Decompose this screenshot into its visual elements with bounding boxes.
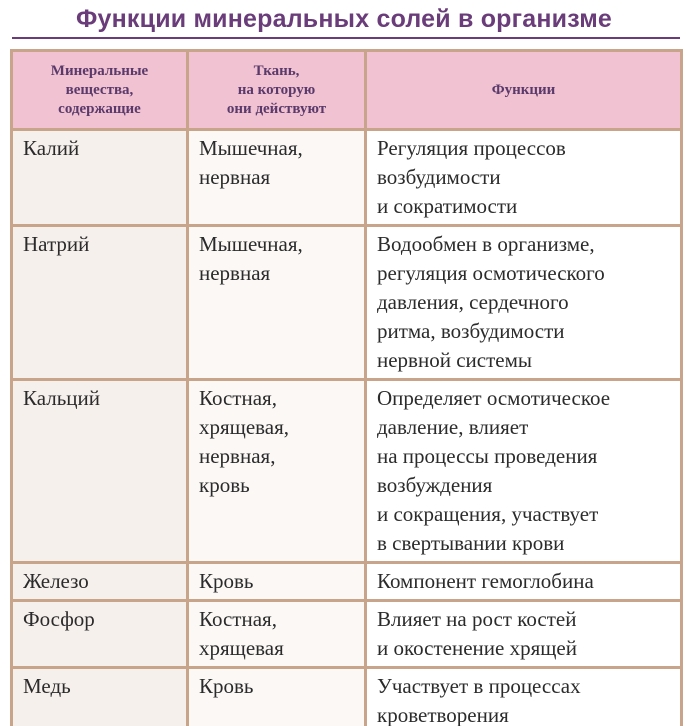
cell-mineral: Кальций xyxy=(12,380,188,563)
cell-tissue: Костная, хрящевая xyxy=(188,601,366,668)
mineral-salts-table xyxy=(10,49,683,726)
cell-mineral: Медь xyxy=(12,668,188,726)
table-row xyxy=(12,226,682,380)
cell-mineral: Калий xyxy=(12,130,188,226)
table-row xyxy=(12,130,682,226)
cell-functions: Влияет на рост костей и окостенение хрящей xyxy=(366,601,682,668)
header-row xyxy=(12,51,682,130)
cell-mineral: Железо xyxy=(12,563,188,601)
cell-functions: Компонент гемоглобина xyxy=(366,563,682,601)
header-tissue: Ткань, на которую они действуют xyxy=(188,51,366,130)
table-row xyxy=(12,563,682,601)
table-row xyxy=(12,668,682,726)
cell-tissue: Кровь xyxy=(188,563,366,601)
cell-functions: Определяет осмотическое давление, влияет на процессы проведения возбуждения и сокращения, участвует в свертывании крови xyxy=(366,380,682,563)
cell-functions: Участвует в процессах кроветворения xyxy=(366,668,682,726)
cell-mineral: Фосфор xyxy=(12,601,188,668)
table-row xyxy=(12,380,682,563)
header-minerals: Минеральные вещества, содержащие xyxy=(12,51,188,130)
page-title: Функции минеральных солей в организме xyxy=(75,5,613,33)
cell-mineral: Натрий xyxy=(12,226,188,380)
cell-tissue: Мышечная, нервная xyxy=(188,226,366,380)
header-functions: Функции xyxy=(366,51,682,130)
cell-functions: Регуляция процессов возбудимости и сократимости xyxy=(366,130,682,226)
cell-functions: Водообмен в организме, регуляция осмотического давления, сердечного ритма, возбудимости нервной системы xyxy=(366,226,682,380)
table-row xyxy=(12,601,682,668)
title-underline xyxy=(12,37,680,39)
cell-tissue: Кровь xyxy=(188,668,366,726)
cell-tissue: Мышечная, нервная xyxy=(188,130,366,226)
cell-tissue: Костная, хрящевая, нервная, кровь xyxy=(188,380,366,563)
